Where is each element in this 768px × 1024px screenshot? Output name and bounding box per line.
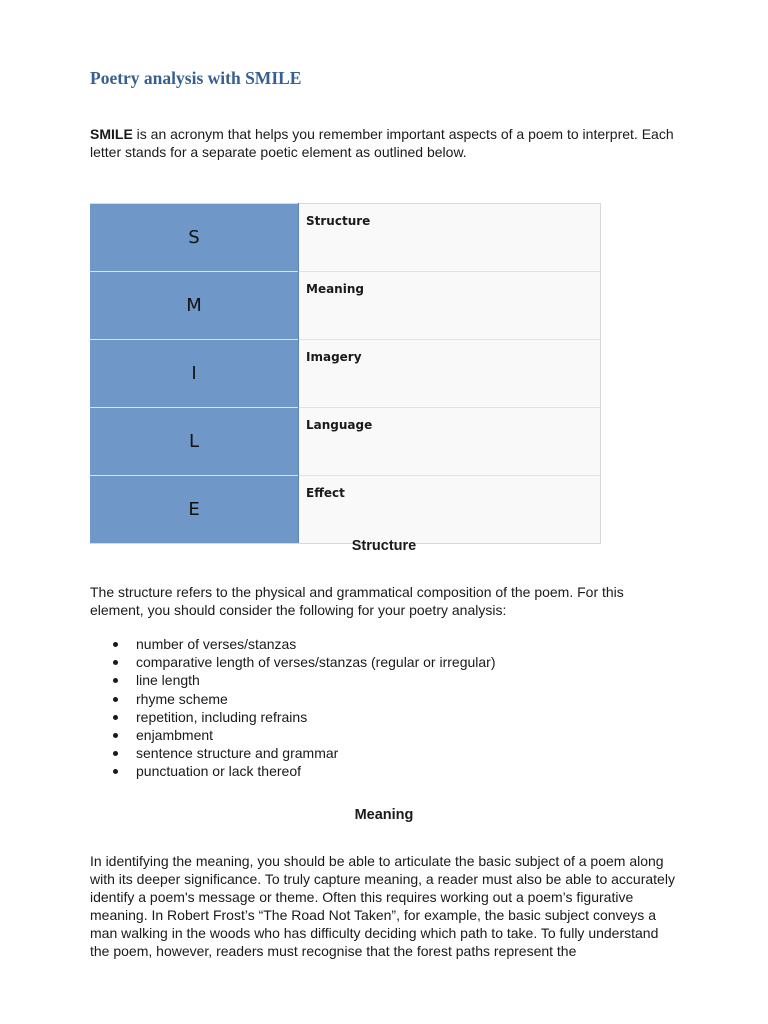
structure-paragraph: The structure refers to the physical and grammatical composition of the poem. For this element, you should consider the following for your poetry analysis: bbox=[90, 584, 624, 618]
meaning-paragraph: In identifying the meaning, you should be able to articulate the basic subject of a poem along with its deeper significance. To truly capture meaning, a reader must also be able to accurately identify a poem's message or theme. Often this requires working out a poem’s figurative meaning. In Robert Frost’s “The Road Not Taken”, for example, the basic subject conveys a man walking in the woods who has difficulty deciding which path to take. To fully understand the poem, however, readers must recognise that the forest paths represent the bbox=[90, 853, 675, 959]
smile-element-label: Structure bbox=[299, 204, 601, 272]
intro-text: is an acronym that helps you remember important aspects of a poem to interpret. Each letter stands for a separate poetic element as outlined below. bbox=[90, 126, 674, 160]
structure-bullet-list bbox=[90, 635, 496, 781]
smile-element-label: Effect bbox=[299, 476, 601, 544]
smile-letter: S bbox=[90, 204, 299, 272]
list-item bbox=[90, 726, 496, 744]
list-item bbox=[90, 653, 496, 671]
smile-letter: I bbox=[90, 340, 299, 408]
smile-element-label: Language bbox=[299, 408, 601, 476]
list-item bbox=[90, 671, 496, 689]
document-title: Poetry analysis with SMILE bbox=[90, 68, 302, 88]
bullet-dot-icon bbox=[113, 715, 118, 720]
bullet-dot-icon bbox=[113, 642, 118, 647]
list-item-text: comparative length of verses/stanzas (regular or irregular) bbox=[136, 654, 496, 671]
table-row bbox=[90, 340, 601, 408]
intro-acronym: SMILE bbox=[90, 126, 133, 142]
list-item-text: sentence structure and grammar bbox=[136, 745, 339, 762]
list-item-text: line length bbox=[136, 672, 200, 689]
list-item bbox=[90, 762, 496, 780]
bullet-dot-icon bbox=[113, 678, 118, 683]
table-row bbox=[90, 408, 601, 476]
table-row bbox=[90, 272, 601, 340]
smile-table bbox=[90, 203, 601, 544]
list-item bbox=[90, 708, 496, 726]
bullet-dot-icon bbox=[113, 733, 118, 738]
meaning-heading: Meaning bbox=[354, 807, 414, 823]
list-item bbox=[90, 744, 496, 762]
bullet-dot-icon bbox=[113, 751, 118, 756]
list-item-text: rhyme scheme bbox=[136, 690, 228, 707]
smile-element-label: Imagery bbox=[299, 340, 601, 408]
list-item-text: repetition, including refrains bbox=[136, 708, 308, 725]
table-row bbox=[90, 476, 601, 544]
smile-letter: L bbox=[90, 408, 299, 476]
smile-letter: E bbox=[90, 476, 299, 544]
smile-letter: M bbox=[90, 272, 299, 340]
list-item bbox=[90, 690, 496, 708]
list-item-text: punctuation or lack thereof bbox=[136, 763, 301, 780]
structure-heading: Structure bbox=[351, 538, 417, 554]
table-row bbox=[90, 204, 601, 272]
intro-paragraph bbox=[90, 125, 690, 161]
list-item-text: enjambment bbox=[136, 726, 214, 743]
list-item-text: number of verses/stanzas bbox=[136, 636, 297, 652]
bullet-dot-icon bbox=[113, 660, 118, 665]
bullet-dot-icon bbox=[113, 769, 118, 774]
list-item bbox=[90, 635, 496, 653]
smile-element-label: Meaning bbox=[299, 272, 601, 340]
bullet-dot-icon bbox=[113, 697, 118, 702]
